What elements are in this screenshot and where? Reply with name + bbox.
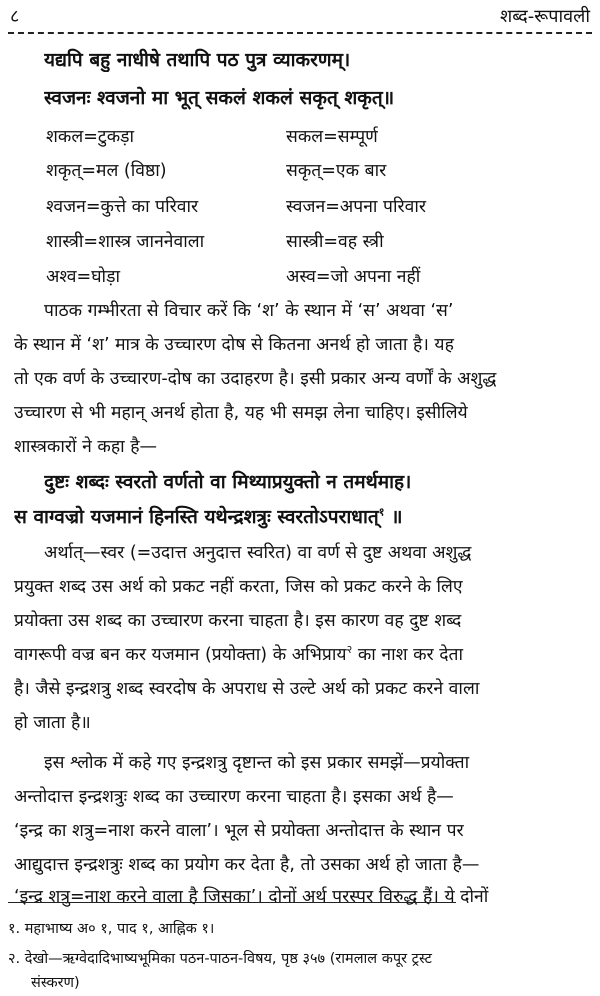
para2-line-1: अर्थात्—स्वर (=उदात्त अनुदात्त स्वरित) वा वर्ण से दुष्ट अथवा अशुद्ध xyxy=(44,543,472,563)
para2-line-4-tail: का नाश कर देता xyxy=(352,645,464,665)
verse1-line-1: यद्यपि बहु नाधीषे तथापि पठ पुत्र व्याकरणम्। xyxy=(44,49,351,71)
para1-line-5: शास्त्रकारों ने कहा है— xyxy=(14,437,158,457)
word-pair-right: अस्व=जो अपना नहीं xyxy=(286,267,421,287)
para1-line-4: उच्चारण से भी महान् अनर्थ होता है, यह भी समझ लेना चाहिए। इसीलिये xyxy=(14,403,468,423)
verse2-line-2 xyxy=(14,503,590,529)
footnote-ref-2: २ xyxy=(346,643,353,657)
word-pair-left: अश्व=घोड़ा xyxy=(46,267,120,287)
page-number: ८ xyxy=(10,6,20,27)
word-pair-right: सकल=सम्पूर्ण xyxy=(286,127,378,147)
word-pair-right: सकृत्=एक बार xyxy=(286,161,387,181)
para2-line-5: है। जैसे इन्द्रशत्रु शब्द स्वरदोष के अपराध से उल्टे अर्थ को प्रकट करने वाला xyxy=(14,679,480,699)
word-pair-left: शकल=टुकड़ा xyxy=(46,127,135,147)
para3-line-5: ‘इन्द्र शत्रु=नाश करने वाला है जिसका’। दोनों अर्थ परस्पर विरुद्ध हैं। ये दोनों xyxy=(14,887,489,907)
footnote-1: १. महाभाष्य अ० १, पाद १, आह्निक १। xyxy=(8,921,215,937)
word-pair-right: सास्त्री=वह स्त्री xyxy=(286,232,384,252)
word-pair-right: स्वजन=अपना परिवार xyxy=(286,197,427,217)
para2-line-4 xyxy=(14,642,590,666)
para3-line-4: आद्युदात्त इन्द्रशत्रुः शब्द का प्रयोग कर देता है, तो उसका अर्थ हो जाता है— xyxy=(14,855,480,875)
verse1-line-2: स्वजनः श्वजनो मा भूत् सकलं शकलं सकृत् शकृत्॥ xyxy=(44,87,395,109)
verse2-end-mark: ॥ xyxy=(391,506,403,528)
para2-line-3: प्रयोक्ता उस शब्द का उच्चारण करना चाहता है। इस कारण वह दुष्ट शब्द xyxy=(14,611,462,631)
word-pair-left: श्वजन=कुत्ते का परिवार xyxy=(46,197,199,217)
para1-line-1: पाठक गम्भीरता से विचार करें कि ‘श’ के स्थान में ‘स’ अथवा ‘स’ xyxy=(44,301,454,321)
para1-line-3: तो एक वर्ण के उच्चारण-दोष का उदाहरण है। इसी प्रकार अन्य वर्णों के अशुद्ध xyxy=(14,369,497,389)
header-divider xyxy=(8,32,592,34)
word-pair-left: शकृत्=मल (विष्ठा) xyxy=(46,161,167,181)
para3-line-3: ‘इन्द्र का शत्रु=नाश करने वाला’। भूल से प्रयोक्ता अन्तोदात्त के स्थान पर xyxy=(14,821,464,841)
para3-line-2: अन्तोदात्त इन्द्रशत्रुः शब्द का उच्चारण करना चाहता है। इसका अर्थ है— xyxy=(14,787,454,807)
word-pair-left: शास्त्री=शास्त्र जाननेवाला xyxy=(46,232,205,252)
running-title: शब्द-रूपावली xyxy=(499,6,590,27)
para2-line-6: हो जाता है॥ xyxy=(14,713,91,733)
verse2-line-1: दुष्टः शब्दः स्वरतो वर्णतो वा मिथ्याप्रयुक्तो न तमर्थमाह। xyxy=(44,471,412,493)
para2-line-4-text: वागरूपी वज्र बन कर यजमान (प्रयोक्ता) के अभिप्राय xyxy=(14,645,347,665)
para2-line-2: प्रयुक्त शब्द उस अर्थ को प्रकट नहीं करता, जिस को प्रकट करने के लिए xyxy=(14,577,463,597)
footnote-ref-1: १ xyxy=(378,505,385,519)
footnote-divider xyxy=(8,902,456,903)
verse2-line-2-text: स वाग्वज्रो यजमानं हिनस्ति यथेन्द्रशत्रुः स्वरतोऽपराधात् xyxy=(14,506,379,528)
footnote-2-cont: संस्करण) xyxy=(8,975,80,991)
para1-line-2: के स्थान में ‘श’ मात्र के उच्चारण दोष से कितना अनर्थ हो जाता है। यह xyxy=(14,335,454,355)
para3-line-1: इस श्लोक में कहे गए इन्द्रशत्रु दृष्टान्त को इस प्रकार समझें—प्रयोक्ता xyxy=(44,753,470,773)
footnote-2: २. देखो—ऋग्वेदादिभाष्यभूमिका पठन-पाठन-विषय, पृष्ठ ३५७ (रामलाल कपूर ट्रस्ट xyxy=(8,951,432,967)
